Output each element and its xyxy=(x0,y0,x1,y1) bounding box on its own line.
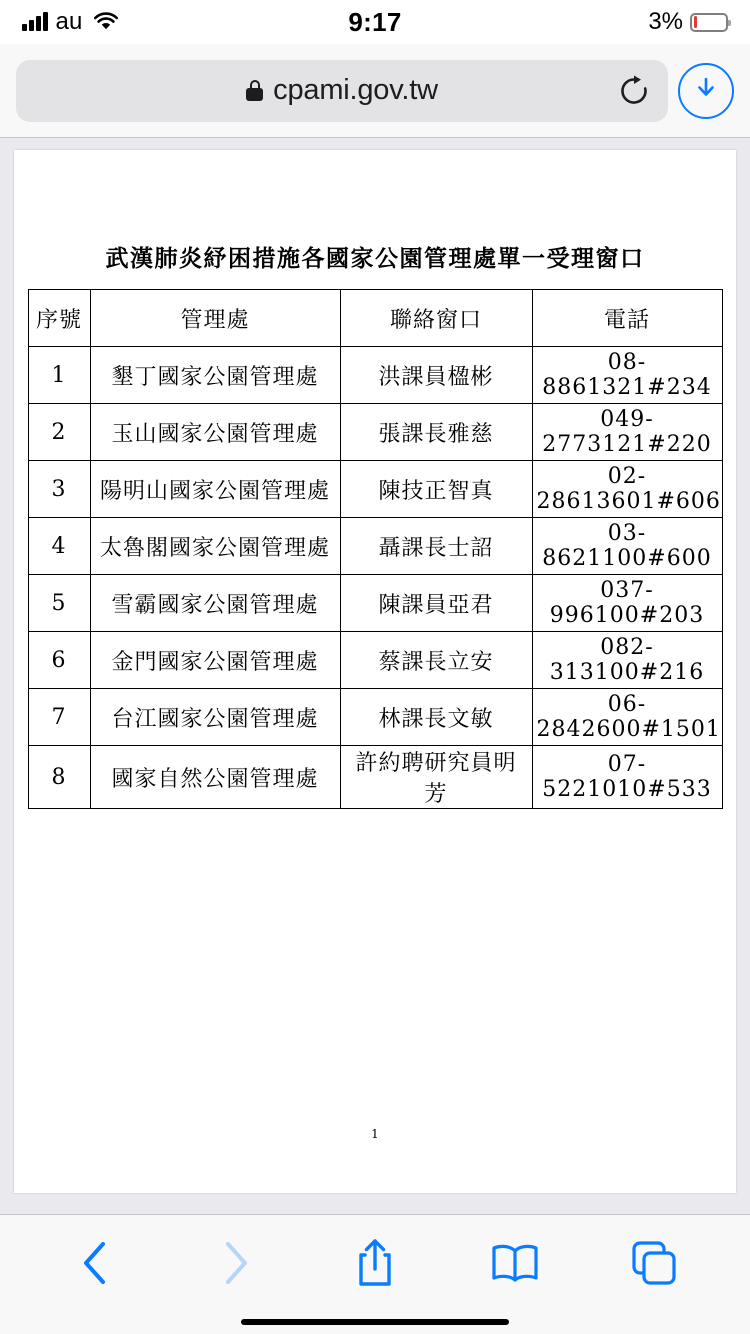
share-icon xyxy=(354,1237,396,1294)
column-header-phone: 電話 xyxy=(532,290,722,347)
url-text: cpami.gov.tw xyxy=(273,74,438,106)
cell-phone: 08-8861321#234 xyxy=(532,347,722,404)
chevron-left-icon xyxy=(79,1240,113,1291)
cell-office: 玉山國家公園管理處 xyxy=(90,404,340,461)
column-header-office: 管理處 xyxy=(90,290,340,347)
book-icon xyxy=(490,1242,540,1289)
home-indicator[interactable] xyxy=(241,1319,509,1325)
downloads-button[interactable] xyxy=(678,63,734,119)
table-header-row xyxy=(28,290,722,347)
url-content xyxy=(246,74,438,107)
cell-contact: 張課長雅慈 xyxy=(340,404,532,461)
cell-office: 金門國家公園管理處 xyxy=(90,632,340,689)
cell-office: 國家自然公園管理處 xyxy=(90,746,340,809)
table-row xyxy=(28,746,722,809)
reload-icon[interactable] xyxy=(618,75,650,107)
cell-office: 台江國家公園管理處 xyxy=(90,689,340,746)
cell-no: 6 xyxy=(28,632,90,689)
cell-contact: 聶課長士詔 xyxy=(340,518,532,575)
status-bar xyxy=(0,0,750,44)
table-row xyxy=(28,347,722,404)
download-arrow-icon xyxy=(691,73,721,108)
cell-no: 1 xyxy=(28,347,90,404)
column-header-no: 序號 xyxy=(28,290,90,347)
contact-table xyxy=(28,289,723,809)
cell-contact: 陳技正智真 xyxy=(340,461,532,518)
cell-office: 雪霸國家公園管理處 xyxy=(90,575,340,632)
back-button[interactable] xyxy=(64,1234,128,1298)
table-row xyxy=(28,575,722,632)
lock-icon xyxy=(246,80,263,101)
table-row xyxy=(28,632,722,689)
clock: 9:17 xyxy=(348,6,402,37)
table-row xyxy=(28,461,722,518)
tabs-icon xyxy=(630,1239,678,1292)
cell-phone: 03-8621100#600 xyxy=(532,518,722,575)
cell-phone: 037-996100#203 xyxy=(532,575,722,632)
cell-contact: 林課長文敏 xyxy=(340,689,532,746)
cell-office: 墾丁國家公園管理處 xyxy=(90,347,340,404)
cell-no: 5 xyxy=(28,575,90,632)
tabs-button[interactable] xyxy=(622,1234,686,1298)
browser-toolbar xyxy=(0,1214,750,1334)
document-title: 武漢肺炎紓困措施各國家公園管理處單一受理窗口 xyxy=(105,245,645,272)
battery-percent-label: 3% xyxy=(648,8,683,35)
url-input[interactable] xyxy=(16,60,668,122)
cell-contact: 陳課員亞君 xyxy=(340,575,532,632)
cell-no: 2 xyxy=(28,404,90,461)
cell-phone: 07-5221010#533 xyxy=(532,746,722,809)
cell-contact: 許約聘研究員明芳 xyxy=(340,746,532,809)
pdf-page xyxy=(14,150,736,1193)
cell-no: 4 xyxy=(28,518,90,575)
cell-contact: 洪課員楹彬 xyxy=(340,347,532,404)
table-row xyxy=(28,404,722,461)
cell-no: 3 xyxy=(28,461,90,518)
table-row xyxy=(28,689,722,746)
table-row xyxy=(28,518,722,575)
chevron-right-icon xyxy=(218,1240,252,1291)
cell-office: 太魯閣國家公園管理處 xyxy=(90,518,340,575)
carrier-label: au xyxy=(55,8,83,35)
share-button[interactable] xyxy=(343,1234,407,1298)
cell-phone: 06-2842600#1501 xyxy=(532,689,722,746)
cell-phone: 082-313100#216 xyxy=(532,632,722,689)
page-number: 1 xyxy=(371,1127,379,1141)
cell-phone: 02-28613601#606 xyxy=(532,461,722,518)
cell-no: 7 xyxy=(28,689,90,746)
column-header-contact: 聯絡窗口 xyxy=(340,290,532,347)
battery-icon xyxy=(690,13,728,32)
browser-address-bar xyxy=(0,44,750,138)
cell-phone: 049-2773121#220 xyxy=(532,404,722,461)
forward-button[interactable] xyxy=(203,1234,267,1298)
cell-no: 8 xyxy=(28,746,90,809)
bookmarks-button[interactable] xyxy=(483,1234,547,1298)
web-page-viewport[interactable] xyxy=(0,138,750,1214)
cell-office: 陽明山國家公園管理處 xyxy=(90,461,340,518)
cell-contact: 蔡課長立安 xyxy=(340,632,532,689)
